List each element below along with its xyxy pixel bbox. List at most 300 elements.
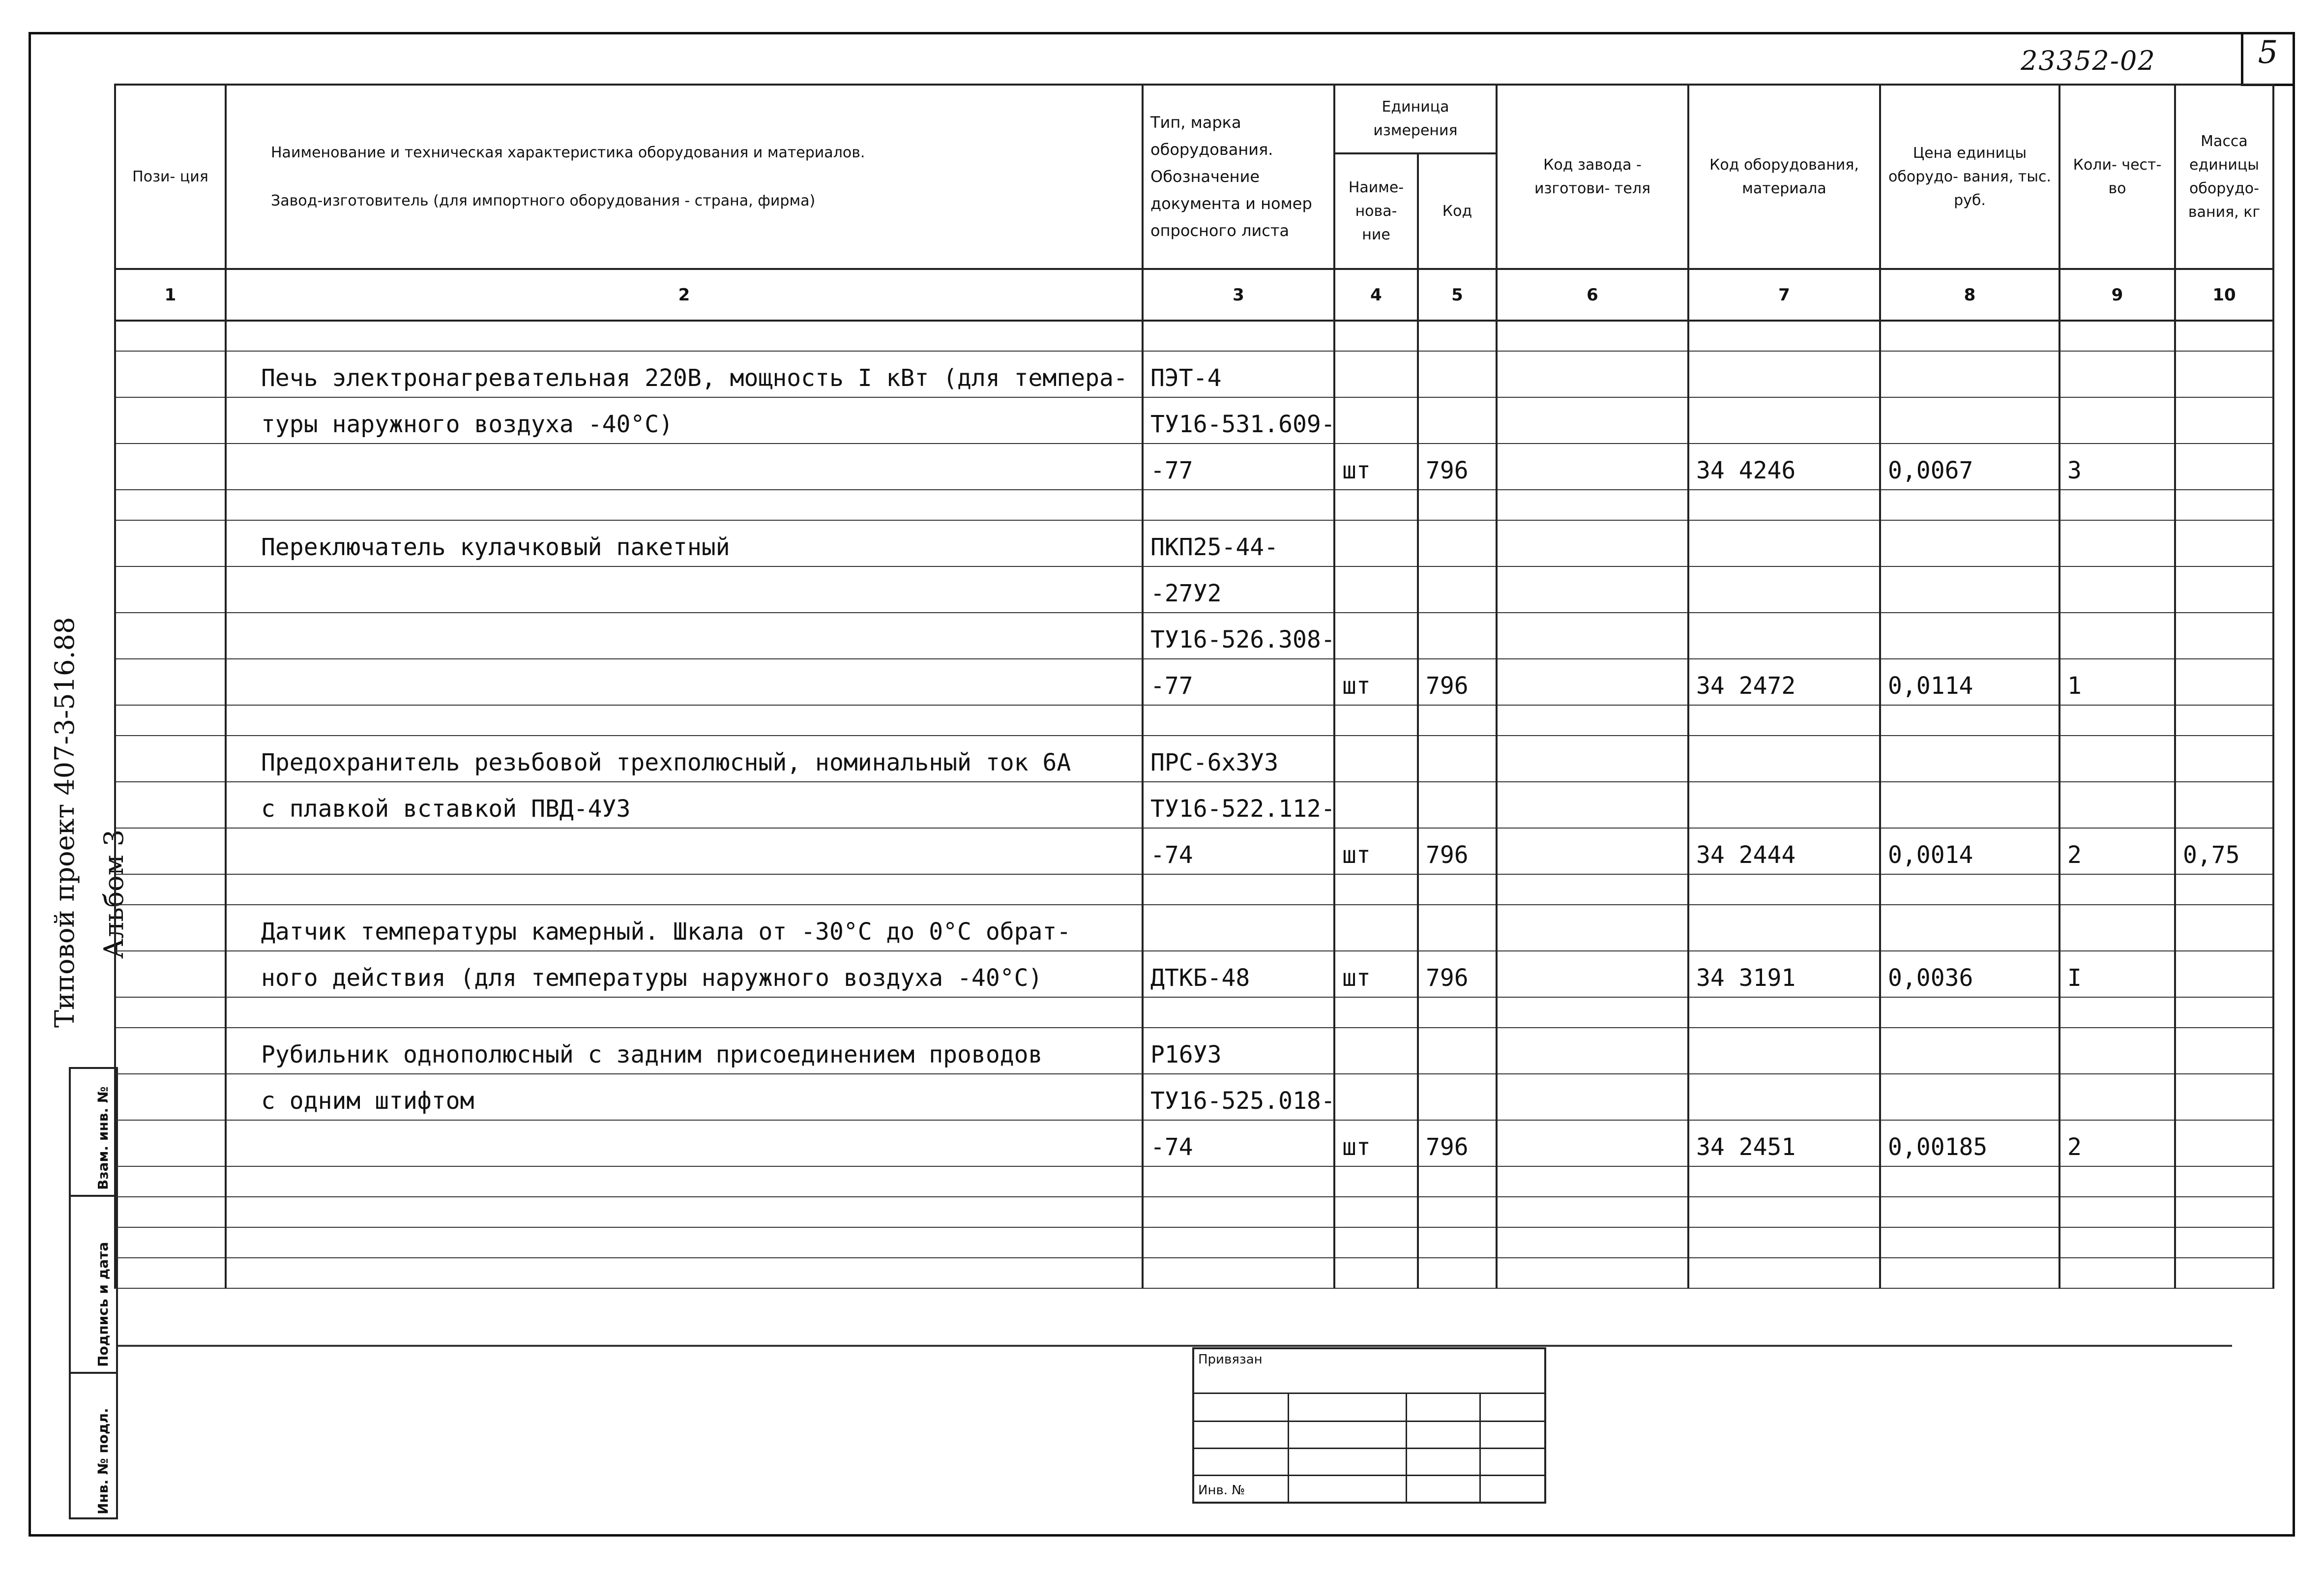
cell-name: с плавкой вставкой ПВД-4УЗ	[226, 782, 1143, 828]
cell-name	[226, 659, 1143, 705]
table-bottom-rule	[118, 1345, 2232, 1347]
cell-equipment-code	[1688, 736, 1880, 782]
cell-price	[1880, 351, 2059, 397]
table-row	[115, 736, 2273, 782]
header-factory-code: Код завода - изготови- теля	[1497, 85, 1688, 269]
cell-unit-code: 796	[1418, 1120, 1497, 1166]
cell-unit-code	[1418, 1028, 1497, 1074]
cell-unit-name: шт	[1334, 659, 1418, 705]
cell-equipment-code: 34 4246	[1688, 444, 1880, 490]
cell-position	[115, 1074, 226, 1120]
cell-name: Переключатель кулачковый пакетный	[226, 520, 1143, 566]
cell-position	[115, 1120, 226, 1166]
cell-factory-code	[1497, 613, 1688, 659]
cell-price	[1880, 1258, 2059, 1288]
table-row	[115, 1120, 2273, 1166]
stamp-inventory-label: Инв. №	[1198, 1483, 1245, 1498]
cell-factory-code	[1497, 321, 1688, 351]
cell-position	[115, 1227, 226, 1258]
cell-type	[1143, 1197, 1334, 1227]
cell-price	[1880, 1227, 2059, 1258]
cell-equipment-code	[1688, 1258, 1880, 1288]
cell-unit-name	[1334, 520, 1418, 566]
cell-unit-code	[1418, 613, 1497, 659]
cell-equipment-code	[1688, 520, 1880, 566]
side-field-signature: Подпись и дата	[71, 1197, 116, 1374]
cell-name	[226, 321, 1143, 351]
document-number: 23352-02	[2021, 45, 2156, 76]
cell-price: 0,0036	[1880, 951, 2059, 997]
cell-name	[226, 997, 1143, 1028]
cell-mass	[2175, 1074, 2273, 1120]
header-quantity: Коли- чест- во	[2059, 85, 2175, 269]
cell-price	[1880, 782, 2059, 828]
cell-name	[226, 1197, 1143, 1227]
cell-quantity	[2059, 1258, 2175, 1288]
cell-unit-code	[1418, 997, 1497, 1028]
cell-unit-name: шт	[1334, 1120, 1418, 1166]
cell-mass	[2175, 520, 2273, 566]
spacer-row	[115, 1227, 2273, 1258]
cell-quantity: 2	[2059, 1120, 2175, 1166]
cell-unit-name	[1334, 321, 1418, 351]
album-title: Альбом 3	[98, 829, 129, 959]
table-row	[115, 444, 2273, 490]
cell-type	[1143, 997, 1334, 1028]
cell-price	[1880, 490, 2059, 520]
cell-unit-code	[1418, 1258, 1497, 1288]
cell-factory-code	[1497, 997, 1688, 1028]
cell-quantity: 2	[2059, 828, 2175, 874]
table-row	[115, 351, 2273, 397]
cell-name	[226, 828, 1143, 874]
table-row	[115, 1028, 2273, 1074]
cell-quantity	[2059, 520, 2175, 566]
cell-name	[226, 566, 1143, 613]
cell-equipment-code	[1688, 1028, 1880, 1074]
spacer-row	[115, 1258, 2273, 1288]
cell-type: -77	[1143, 444, 1334, 490]
cell-type	[1143, 905, 1334, 951]
table-row	[115, 951, 2273, 997]
cell-mass	[2175, 613, 2273, 659]
cell-mass: 0,75	[2175, 828, 2273, 874]
cell-equipment-code	[1688, 705, 1880, 736]
column-number: 3	[1143, 269, 1334, 321]
header-equipment-code: Код оборудования, материала	[1688, 85, 1880, 269]
cell-factory-code	[1497, 351, 1688, 397]
cell-position	[115, 874, 226, 905]
cell-quantity	[2059, 1166, 2175, 1197]
cell-equipment-code	[1688, 782, 1880, 828]
cell-position	[115, 1166, 226, 1197]
header-position: Пози- ция	[115, 85, 226, 269]
cell-type	[1143, 1227, 1334, 1258]
cell-factory-code	[1497, 874, 1688, 905]
cell-mass	[2175, 566, 2273, 613]
stamp-title: Привязан	[1198, 1352, 1263, 1367]
cell-name	[226, 874, 1143, 905]
cell-type	[1143, 490, 1334, 520]
cell-equipment-code	[1688, 1166, 1880, 1197]
table-row	[115, 1074, 2273, 1120]
cell-position	[115, 321, 226, 351]
cell-type: -77	[1143, 659, 1334, 705]
table-row	[115, 566, 2273, 613]
cell-unit-name	[1334, 397, 1418, 444]
cell-position	[115, 397, 226, 444]
cell-name	[226, 705, 1143, 736]
cell-name: Рубильник однополюсный с задним присоединением проводов	[226, 1028, 1143, 1074]
cell-factory-code	[1497, 828, 1688, 874]
cell-factory-code	[1497, 1028, 1688, 1074]
column-number: 1	[115, 269, 226, 321]
cell-type: -74	[1143, 828, 1334, 874]
cell-unit-name: шт	[1334, 951, 1418, 997]
cell-quantity	[2059, 1074, 2175, 1120]
cell-factory-code	[1497, 1197, 1688, 1227]
side-stamp-box	[69, 1067, 118, 1519]
cell-price	[1880, 997, 2059, 1028]
cell-type: Р16УЗ	[1143, 1028, 1334, 1074]
cell-unit-name	[1334, 905, 1418, 951]
cell-mass	[2175, 951, 2273, 997]
column-number: 10	[2175, 269, 2273, 321]
cell-unit-code: 796	[1418, 444, 1497, 490]
cell-factory-code	[1497, 1258, 1688, 1288]
cell-factory-code	[1497, 951, 1688, 997]
column-number: 7	[1688, 269, 1880, 321]
cell-unit-name	[1334, 1166, 1418, 1197]
cell-quantity: 1	[2059, 659, 2175, 705]
cell-unit-name: шт	[1334, 828, 1418, 874]
cell-position	[115, 736, 226, 782]
table-row	[115, 659, 2273, 705]
cell-quantity	[2059, 1227, 2175, 1258]
cell-equipment-code	[1688, 1197, 1880, 1227]
cell-unit-name	[1334, 1074, 1418, 1120]
cell-position	[115, 351, 226, 397]
specification-table	[114, 84, 2274, 1289]
cell-quantity	[2059, 566, 2175, 613]
header-name	[226, 85, 1143, 269]
cell-name	[226, 490, 1143, 520]
table-row	[115, 397, 2273, 444]
cell-equipment-code	[1688, 905, 1880, 951]
cell-factory-code	[1497, 782, 1688, 828]
cell-unit-name	[1334, 1197, 1418, 1227]
column-number: 5	[1418, 269, 1497, 321]
cell-price	[1880, 1166, 2059, 1197]
cell-quantity	[2059, 1197, 2175, 1227]
cell-equipment-code: 34 2444	[1688, 828, 1880, 874]
cell-mass	[2175, 490, 2273, 520]
cell-type: -27У2	[1143, 566, 1334, 613]
cell-type	[1143, 321, 1334, 351]
cell-quantity	[2059, 905, 2175, 951]
cell-quantity	[2059, 736, 2175, 782]
cell-factory-code	[1497, 1166, 1688, 1197]
cell-price	[1880, 397, 2059, 444]
cell-mass	[2175, 1258, 2273, 1288]
cell-type	[1143, 874, 1334, 905]
cell-unit-name	[1334, 705, 1418, 736]
cell-mass	[2175, 444, 2273, 490]
cell-mass	[2175, 1197, 2273, 1227]
cell-factory-code	[1497, 490, 1688, 520]
cell-name	[226, 1120, 1143, 1166]
cell-name: Предохранитель резьбовой трехполюсный, номинальный ток 6А	[226, 736, 1143, 782]
cell-price	[1880, 1074, 2059, 1120]
cell-factory-code	[1497, 705, 1688, 736]
cell-type: -74	[1143, 1120, 1334, 1166]
cell-unit-name	[1334, 1227, 1418, 1258]
cell-unit-code	[1418, 321, 1497, 351]
table-row	[115, 613, 2273, 659]
cell-unit-code	[1418, 397, 1497, 444]
cell-unit-code	[1418, 874, 1497, 905]
cell-equipment-code	[1688, 1074, 1880, 1120]
cell-unit-code	[1418, 490, 1497, 520]
cell-unit-code: 796	[1418, 828, 1497, 874]
cell-type: ДТКБ-48	[1143, 951, 1334, 997]
cell-unit-code	[1418, 1074, 1497, 1120]
cell-position	[115, 951, 226, 997]
cell-mass	[2175, 659, 2273, 705]
cell-unit-code	[1418, 520, 1497, 566]
cell-unit-code: 796	[1418, 659, 1497, 705]
cell-equipment-code	[1688, 874, 1880, 905]
cell-position	[115, 490, 226, 520]
cell-equipment-code: 34 3191	[1688, 951, 1880, 997]
cell-factory-code	[1497, 397, 1688, 444]
cell-type: ТУ16-531.609-	[1143, 397, 1334, 444]
cell-quantity	[2059, 613, 2175, 659]
spacer-row	[115, 1166, 2273, 1197]
cell-quantity	[2059, 351, 2175, 397]
cell-factory-code	[1497, 1120, 1688, 1166]
cell-factory-code	[1497, 659, 1688, 705]
cell-position	[115, 705, 226, 736]
cell-name	[226, 1227, 1143, 1258]
cell-factory-code	[1497, 520, 1688, 566]
cell-unit-code	[1418, 736, 1497, 782]
cell-unit-code	[1418, 566, 1497, 613]
cell-mass	[2175, 321, 2273, 351]
cell-mass	[2175, 1166, 2273, 1197]
cell-unit-name	[1334, 782, 1418, 828]
column-number: 8	[1880, 269, 2059, 321]
spacer-row	[115, 1197, 2273, 1227]
column-numbers-row	[115, 269, 2273, 321]
cell-type: ПКП25-44-	[1143, 520, 1334, 566]
spacer-row	[115, 705, 2273, 736]
header-unit-code: Код	[1418, 153, 1497, 269]
cell-mass	[2175, 351, 2273, 397]
cell-price	[1880, 321, 2059, 351]
header-name-line2: Завод-изготовитель (для импортного оборудования - страна, фирма)	[271, 192, 816, 209]
cell-equipment-code	[1688, 997, 1880, 1028]
cell-unit-name	[1334, 1028, 1418, 1074]
cell-unit-name	[1334, 736, 1418, 782]
header-unit-group: Единица измерения	[1334, 85, 1497, 153]
cell-quantity	[2059, 1028, 2175, 1074]
cell-type	[1143, 1258, 1334, 1288]
column-number: 9	[2059, 269, 2175, 321]
cell-position	[115, 613, 226, 659]
cell-quantity	[2059, 705, 2175, 736]
cell-position	[115, 659, 226, 705]
project-title: Типовой проект 407-3-516.88	[49, 617, 80, 1028]
cell-equipment-code	[1688, 351, 1880, 397]
cell-price	[1880, 520, 2059, 566]
cell-name: Датчик температуры камерный. Шкала от -30°С до 0°С обрат-	[226, 905, 1143, 951]
spacer-row	[115, 874, 2273, 905]
cell-quantity: I	[2059, 951, 2175, 997]
cell-position	[115, 566, 226, 613]
table-row	[115, 520, 2273, 566]
table-row	[115, 782, 2273, 828]
cell-name: с одним штифтом	[226, 1074, 1143, 1120]
cell-name: ного действия (для температуры наружного воздуха -40°С)	[226, 951, 1143, 997]
cell-mass	[2175, 905, 2273, 951]
header-mass: Масса единицы оборудо- вания, кг	[2175, 85, 2273, 269]
cell-type: ТУ16-525.018-	[1143, 1074, 1334, 1120]
cell-equipment-code	[1688, 397, 1880, 444]
cell-price	[1880, 566, 2059, 613]
cell-position	[115, 782, 226, 828]
spacer-row	[115, 321, 2273, 351]
cell-name: туры наружного воздуха -40°С)	[226, 397, 1143, 444]
cell-position	[115, 520, 226, 566]
cell-price	[1880, 905, 2059, 951]
cell-name	[226, 613, 1143, 659]
column-number: 6	[1497, 269, 1688, 321]
cell-unit-name	[1334, 874, 1418, 905]
cell-type: ТУ16-526.308-	[1143, 613, 1334, 659]
table-body	[115, 321, 2273, 1288]
binding-stamp	[1192, 1347, 1546, 1504]
cell-quantity: 3	[2059, 444, 2175, 490]
table-row	[115, 828, 2273, 874]
cell-unit-name	[1334, 1258, 1418, 1288]
cell-position	[115, 1028, 226, 1074]
cell-unit-code	[1418, 705, 1497, 736]
cell-unit-code	[1418, 351, 1497, 397]
cell-mass	[2175, 1120, 2273, 1166]
cell-unit-name	[1334, 613, 1418, 659]
cell-position	[115, 828, 226, 874]
cell-unit-code	[1418, 1227, 1497, 1258]
cell-name: Печь электронагревательная 220В, мощность I кВт (для темпера-	[226, 351, 1143, 397]
cell-name	[226, 444, 1143, 490]
cell-equipment-code	[1688, 1227, 1880, 1258]
cell-factory-code	[1497, 736, 1688, 782]
cell-mass	[2175, 1028, 2273, 1074]
cell-position	[115, 1258, 226, 1288]
cell-position	[115, 444, 226, 490]
cell-price	[1880, 613, 2059, 659]
cell-price	[1880, 736, 2059, 782]
cell-equipment-code: 34 2451	[1688, 1120, 1880, 1166]
cell-unit-name	[1334, 997, 1418, 1028]
cell-mass	[2175, 705, 2273, 736]
cell-price	[1880, 1028, 2059, 1074]
page-number: 5	[2258, 34, 2278, 71]
cell-type	[1143, 1166, 1334, 1197]
cell-price: 0,0114	[1880, 659, 2059, 705]
cell-equipment-code	[1688, 321, 1880, 351]
cell-unit-code	[1418, 1197, 1497, 1227]
table-row	[115, 905, 2273, 951]
spacer-row	[115, 997, 2273, 1028]
cell-equipment-code	[1688, 490, 1880, 520]
cell-position	[115, 1197, 226, 1227]
cell-quantity	[2059, 490, 2175, 520]
side-field-replacement: Взам. инв. №	[71, 1069, 116, 1197]
cell-unit-code	[1418, 905, 1497, 951]
cell-price: 0,0014	[1880, 828, 2059, 874]
cell-unit-code	[1418, 1166, 1497, 1197]
cell-unit-name	[1334, 490, 1418, 520]
cell-price	[1880, 1197, 2059, 1227]
cell-factory-code	[1497, 566, 1688, 613]
cell-position	[115, 905, 226, 951]
cell-unit-name	[1334, 351, 1418, 397]
cell-mass	[2175, 874, 2273, 905]
cell-mass	[2175, 1227, 2273, 1258]
cell-quantity	[2059, 874, 2175, 905]
cell-factory-code	[1497, 444, 1688, 490]
cell-quantity	[2059, 782, 2175, 828]
cell-price: 0,00185	[1880, 1120, 2059, 1166]
cell-unit-name	[1334, 566, 1418, 613]
cell-mass	[2175, 736, 2273, 782]
cell-quantity	[2059, 321, 2175, 351]
cell-unit-name: шт	[1334, 444, 1418, 490]
column-number: 4	[1334, 269, 1418, 321]
cell-factory-code	[1497, 1074, 1688, 1120]
header-price: Цена единицы оборудо- вания, тыс. руб.	[1880, 85, 2059, 269]
cell-position	[115, 997, 226, 1028]
cell-quantity	[2059, 997, 2175, 1028]
cell-unit-code	[1418, 782, 1497, 828]
cell-unit-code: 796	[1418, 951, 1497, 997]
cell-type	[1143, 705, 1334, 736]
spacer-row	[115, 490, 2273, 520]
side-field-inventory: Инв. № подл.	[95, 1408, 111, 1514]
cell-quantity	[2059, 397, 2175, 444]
header-type: Тип, марка оборудования. Обозначение документа и номер опросного листа	[1143, 85, 1334, 269]
cell-name	[226, 1258, 1143, 1288]
cell-name	[226, 1166, 1143, 1197]
cell-factory-code	[1497, 905, 1688, 951]
cell-equipment-code: 34 2472	[1688, 659, 1880, 705]
column-number: 2	[226, 269, 1143, 321]
header-unit-name: Наиме- нова- ние	[1334, 153, 1418, 269]
cell-mass	[2175, 782, 2273, 828]
cell-price	[1880, 874, 2059, 905]
cell-equipment-code	[1688, 613, 1880, 659]
cell-price: 0,0067	[1880, 444, 2059, 490]
cell-type: ТУ16-522.112-	[1143, 782, 1334, 828]
cell-equipment-code	[1688, 566, 1880, 613]
cell-price	[1880, 705, 2059, 736]
cell-type: ПЭТ-4	[1143, 351, 1334, 397]
cell-factory-code	[1497, 1227, 1688, 1258]
cell-mass	[2175, 397, 2273, 444]
header-name-line1: Наименование и техническая характеристика оборудования и материалов.	[271, 144, 865, 161]
